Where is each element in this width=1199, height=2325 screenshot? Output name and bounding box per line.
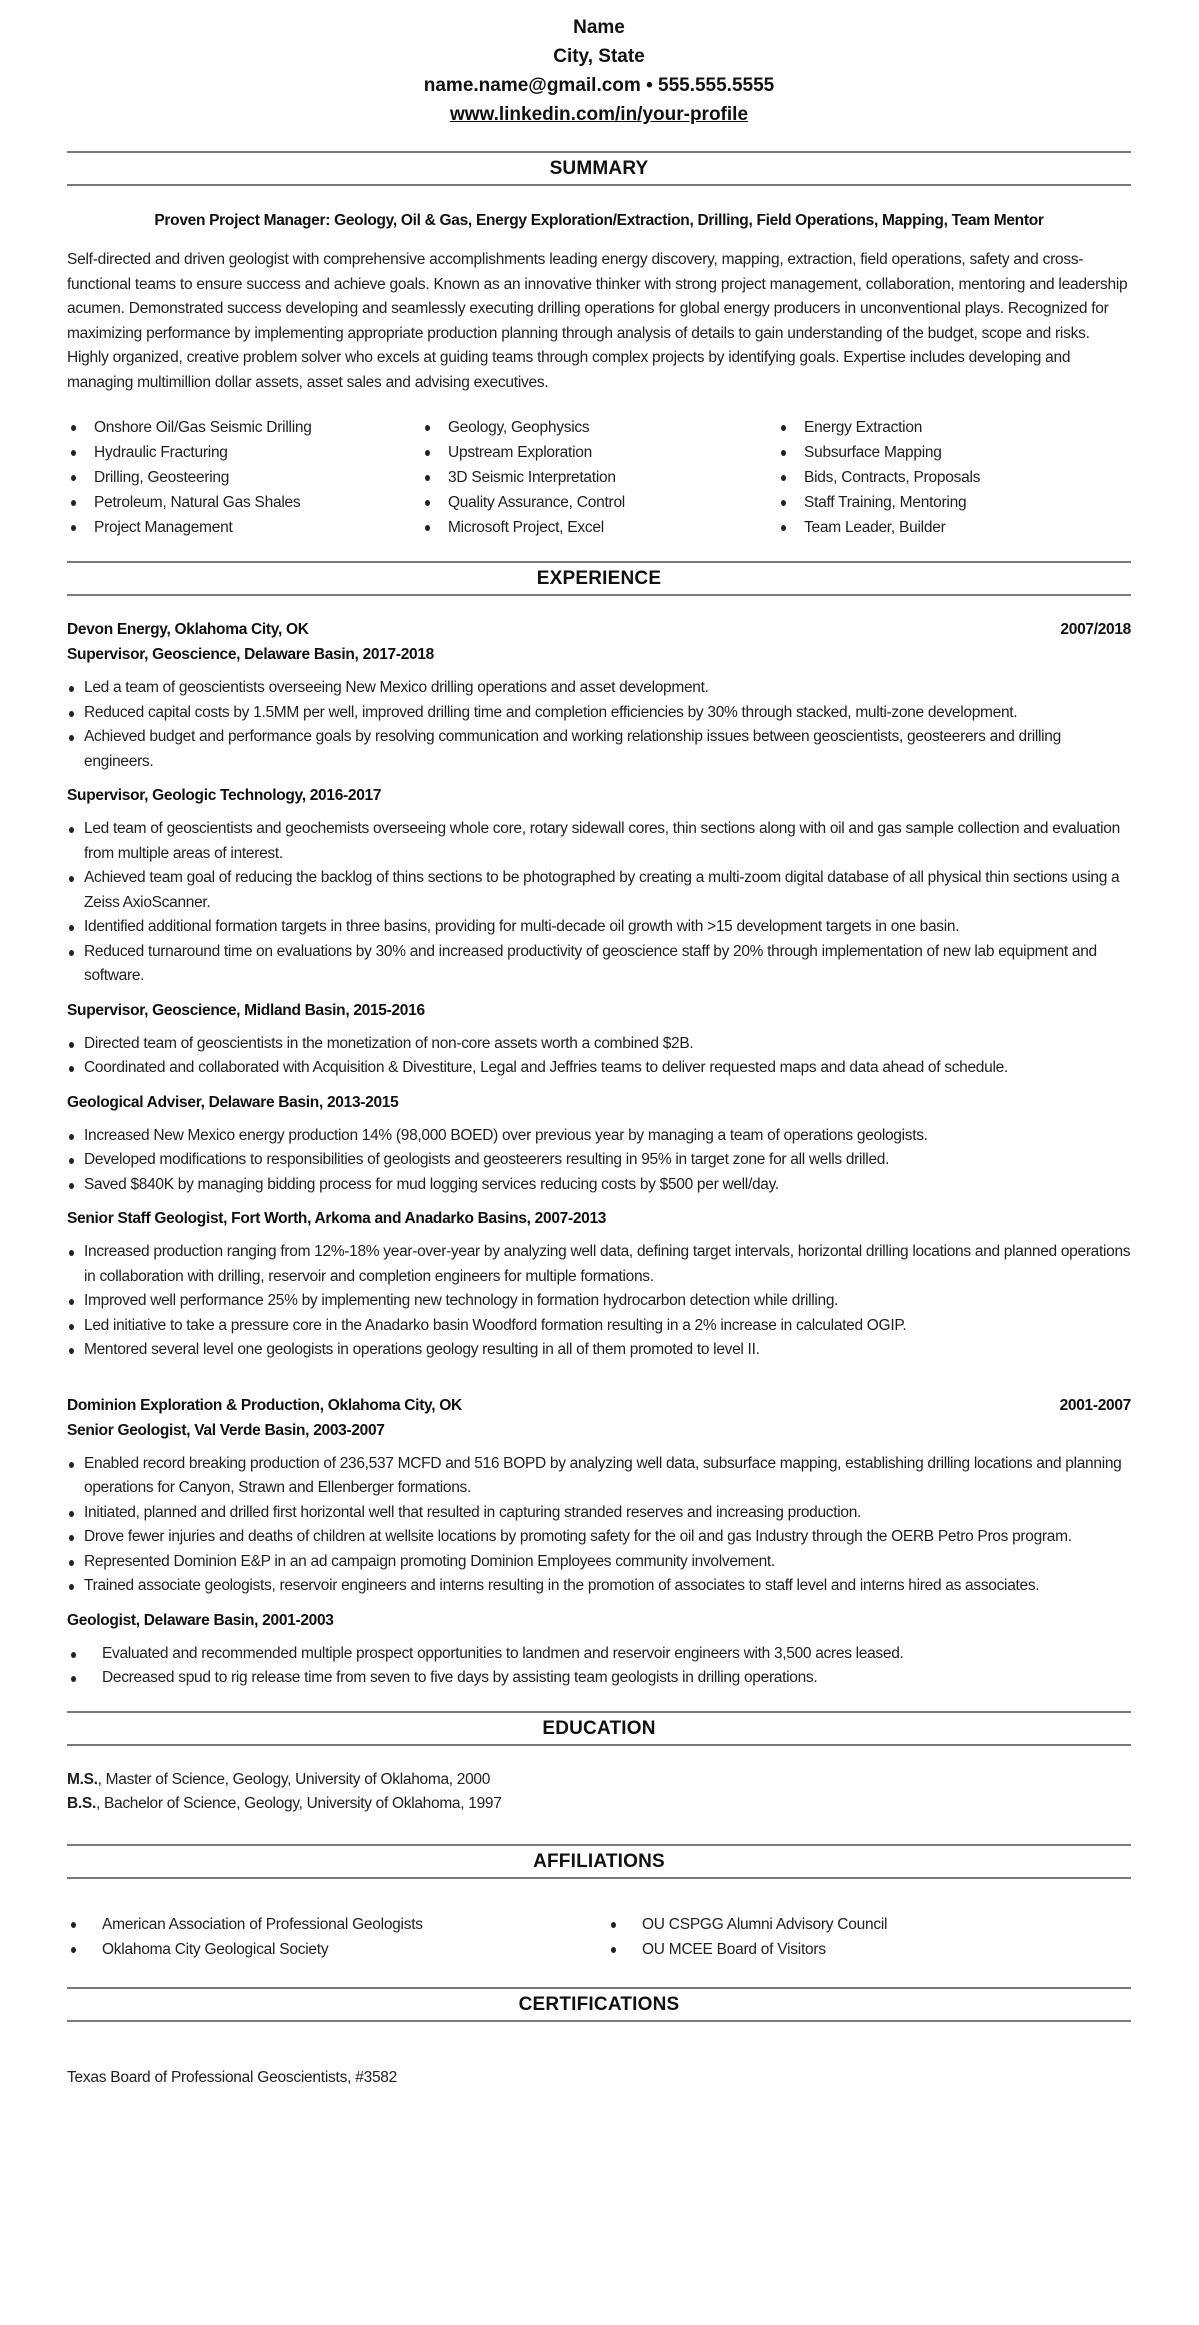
section-heading-experience: EXPERIENCE xyxy=(67,561,1131,596)
bullet-item: Represented Dominion E&P in an ad campaign promoting Dominion Employees community involvement. xyxy=(67,1550,1131,1575)
job-header xyxy=(67,1393,1131,1418)
bullet-item: Increased production ranging from 12%-18% year-over-year by analyzing well data, defining target intervals, horizontal drilling locations and planned operations in collaboration with drilling, reservoir and completion engineers for multiple formations. xyxy=(67,1240,1131,1289)
bullet-item: Increased New Mexico energy production 14% (98,000 BOED) over previous year by managing a team of operations geologists. xyxy=(67,1124,1131,1149)
candidate-location: City, State xyxy=(553,46,645,67)
job-dominion-exploration xyxy=(67,1393,1131,1691)
bullet-item: Drove fewer injuries and deaths of children at wellsite locations by promoting safety for the oil and gas Industry through the OERB Petro Pros program. xyxy=(67,1525,1131,1550)
skill-item: Hydraulic Fracturing xyxy=(67,440,421,465)
role-bullets xyxy=(67,817,1131,989)
summary-paragraph: Self-directed and driven geologist with comprehensive accomplishments leading energy discovery, mapping, extraction, field operations, safety and cross-functional teams to ensure success and achieve goals. Known as an innovative thinker with strong project management, collaboration, mentoring and leadership acumen. Demonstrated success developing and seamlessly executing drilling operations for global energy producers in unconventional plays. Recognized for maximizing performance by implementing appropriate production planning through analysis of details to gain understanding of the budget, scope and risks. Highly organized, creative problem solver who excels at guiding teams through complex projects by identifying goals. Expertise includes developing and managing multimillion dollar assets, asset sales and advising executives. xyxy=(67,251,1128,391)
section-heading-affiliations: AFFILIATIONS xyxy=(67,1844,1131,1879)
skill-item: Onshore Oil/Gas Seismic Drilling xyxy=(67,415,421,440)
affiliations-grid xyxy=(67,1912,1131,1962)
role-title: Supervisor, Geoscience, Delaware Basin, 2017-2018 xyxy=(67,646,434,663)
bullet-item: Reduced capital costs by 1.5MM per well, improved drilling time and completion efficiencies by 30% through stacked, multi-zone development. xyxy=(67,701,1131,726)
skill-item: Quality Assurance, Control xyxy=(421,490,777,515)
bullet-item: Achieved team goal of reducing the backlog of thins sections to be photographed by creating a multi-zoom digital database of all physical thin sections using a Zeiss AxioScanner. xyxy=(67,866,1131,915)
skill-item: 3D Seismic Interpretation xyxy=(421,465,777,490)
skill-item: Staff Training, Mentoring xyxy=(777,490,1117,515)
skills-column xyxy=(67,415,421,540)
section-heading-summary: SUMMARY xyxy=(67,151,1131,186)
linkedin-link[interactable]: www.linkedin.com/in/your-profile xyxy=(449,104,749,125)
bullet-item: Identified additional formation targets in three basins, providing for multi-decade oil growth with >15 development targets in one basin. xyxy=(67,915,1131,940)
bullet-item: Led a team of geoscientists overseeing New Mexico drilling operations and asset development. xyxy=(67,676,1131,701)
section-heading-certifications: CERTIFICATIONS xyxy=(67,1987,1131,2022)
candidate-name: Name xyxy=(573,17,625,38)
affiliation-item: American Association of Professional Geologists xyxy=(67,1912,607,1937)
job-header xyxy=(67,617,1131,642)
bullet-item: Trained associate geologists, reservoir engineers and interns resulting in the promotion of associates to staff level and interns hired as associates. xyxy=(67,1574,1131,1599)
degree-detail: , Bachelor of Science, Geology, University of Oklahoma, 1997 xyxy=(95,1795,502,1812)
degree-abbrev: M.S. xyxy=(67,1770,98,1788)
role-title: Supervisor, Geologic Technology, 2016-2017 xyxy=(67,787,382,804)
job-devon-energy xyxy=(67,617,1131,1363)
skill-item: Drilling, Geosteering xyxy=(67,465,421,490)
affiliation-item: OU CSPGG Alumni Advisory Council xyxy=(607,1912,1107,1937)
role-title: Geologist, Delaware Basin, 2001-2003 xyxy=(67,1611,334,1629)
role-title: Supervisor, Geoscience, Midland Basin, 2015-2016 xyxy=(67,1001,425,1019)
education-item xyxy=(67,1792,1131,1817)
education-item xyxy=(67,1768,1131,1793)
skills-column xyxy=(777,415,1117,540)
role-bullets xyxy=(67,1032,1131,1081)
skill-item: Microsoft Project, Excel xyxy=(421,515,777,540)
summary-tagline: Proven Project Manager: Geology, Oil & Gas, Energy Exploration/Extraction, Drilling, Field Operations, Mapping, Team Mentor xyxy=(154,212,1044,229)
bullet-item: Mentored several level one geologists in operations geology resulting in all of them promoted to level II. xyxy=(67,1338,1131,1363)
degree-abbrev: B.S. xyxy=(67,1795,96,1812)
job-dates: 2007/2018 xyxy=(1060,621,1131,638)
resume-page xyxy=(67,0,1131,2090)
role-bullets xyxy=(67,1124,1131,1198)
affiliations-column xyxy=(607,1912,1107,1962)
bullet-item: Led team of geoscientists and geochemists overseeing whole core, rotary sidewall cores, thin sections along with oil and gas sample collection and evaluation from multiple areas of interest. xyxy=(67,817,1131,866)
skill-item: Team Leader, Builder xyxy=(777,515,1117,540)
skill-item: Project Management xyxy=(67,515,421,540)
bullet-item: Enabled record breaking production of 236,537 MCFD and 516 BOPD by analyzing well data, subsurface mapping, establishing drilling locations and planning operations for Canyon, Strawn and Ellenberger formations. xyxy=(67,1452,1131,1501)
degree-detail: , Master of Science, Geology, University of Oklahoma, 2000 xyxy=(97,1770,491,1788)
bullet-item: Coordinated and collaborated with Acquisition & Divestiture, Legal and Jeffries teams to deliver requested maps and data ahead of schedule. xyxy=(67,1056,1131,1081)
skill-item: Energy Extraction xyxy=(777,415,1117,440)
skills-column xyxy=(421,415,777,540)
certification-item: Texas Board of Professional Geoscientists, #3582 xyxy=(67,2068,398,2086)
contact-header xyxy=(67,0,1131,129)
section-heading-education: EDUCATION xyxy=(67,1711,1131,1746)
role-bullets xyxy=(67,676,1131,774)
skill-item: Geology, Geophysics xyxy=(421,415,777,440)
skill-item: Upstream Exploration xyxy=(421,440,777,465)
role-bullets xyxy=(67,1642,1131,1691)
skill-item: Subsurface Mapping xyxy=(777,440,1117,465)
affiliation-item: OU MCEE Board of Visitors xyxy=(607,1937,1107,1962)
affiliation-item: Oklahoma City Geological Society xyxy=(67,1937,607,1962)
affiliations-column xyxy=(67,1912,607,1962)
bullet-item: Directed team of geoscientists in the monetization of non-core assets worth a combined $2B. xyxy=(67,1032,1131,1057)
bullet-item: Saved $840K by managing bidding process for mud logging services reducing costs by $500 per well/day. xyxy=(67,1173,1131,1198)
company-name: Dominion Exploration & Production, Oklahoma City, OK xyxy=(67,1396,462,1414)
skill-item: Bids, Contracts, Proposals xyxy=(777,465,1117,490)
role-bullets xyxy=(67,1452,1131,1599)
bullet-item: Evaluated and recommended multiple prospect opportunities to landmen and reservoir engineers with 3,500 acres leased. xyxy=(67,1642,1131,1667)
skills-grid xyxy=(67,415,1131,540)
bullet-item: Achieved budget and performance goals by resolving communication and working relationship issues between geoscientists, geosteerers and drilling engineers. xyxy=(67,725,1131,774)
bullet-item: Improved well performance 25% by implementing new technology in formation hydrocarbon detection while drilling. xyxy=(67,1289,1131,1314)
role-bullets xyxy=(67,1240,1131,1363)
bullet-item: Reduced turnaround time on evaluations by 30% and increased productivity of geoscience staff by 20% through implementation of new lab equipment and software. xyxy=(67,940,1131,989)
education-list xyxy=(67,1768,1131,1817)
contact-email-phone: name.name@gmail.com • 555.555.5555 xyxy=(423,75,775,96)
role-title: Geological Adviser, Delaware Basin, 2013-2015 xyxy=(67,1093,399,1111)
job-dates: 2001-2007 xyxy=(1059,1396,1131,1414)
role-title: Senior Staff Geologist, Fort Worth, Arkoma and Anadarko Basins, 2007-2013 xyxy=(67,1210,607,1227)
role-title: Senior Geologist, Val Verde Basin, 2003-2007 xyxy=(67,1421,385,1439)
skill-item: Petroleum, Natural Gas Shales xyxy=(67,490,421,515)
bullet-item: Initiated, planned and drilled first horizontal well that resulted in capturing stranded reserves and increasing production. xyxy=(67,1501,1131,1526)
bullet-item: Developed modifications to responsibilities of geologists and geosteerers resulting in 95% in target zone for all wells drilled. xyxy=(67,1148,1131,1173)
company-name: Devon Energy, Oklahoma City, OK xyxy=(67,621,309,638)
bullet-item: Led initiative to take a pressure core in the Anadarko basin Woodford formation resulting in a 2% increase in calculated OGIP. xyxy=(67,1314,1131,1339)
bullet-item: Decreased spud to rig release time from seven to five days by assisting team geologists in drilling operations. xyxy=(67,1666,1131,1691)
